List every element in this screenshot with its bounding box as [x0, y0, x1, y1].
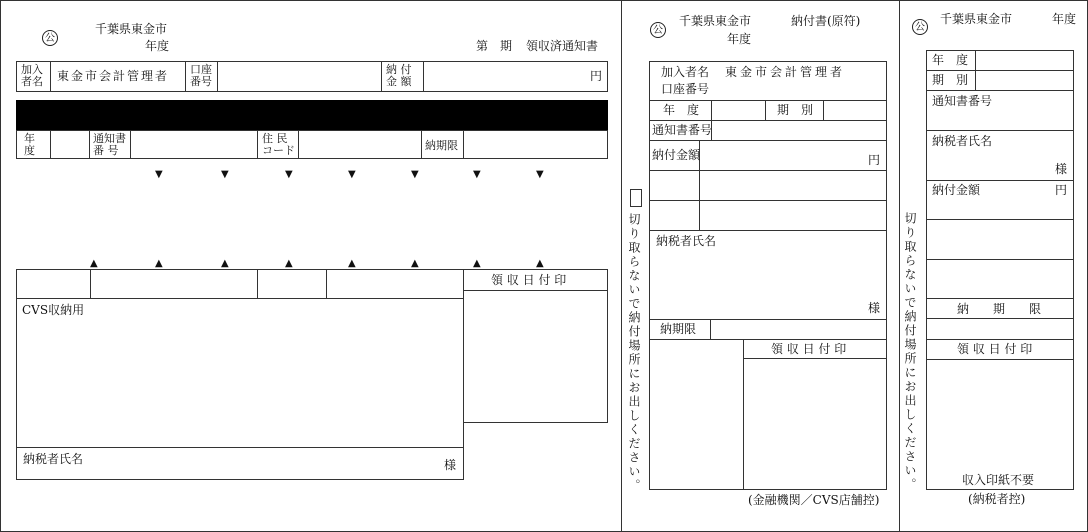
divider	[743, 358, 887, 359]
divider	[381, 61, 382, 92]
divider	[926, 259, 1074, 260]
right-cut-note: 切り取らないで納付場所にお出しください。	[903, 212, 917, 492]
mid-taxpayer-label: 納税者氏名	[656, 234, 717, 248]
right-yen: 円	[1055, 183, 1068, 197]
left-cvs-label: CVS収納用	[22, 303, 85, 317]
right-taxpayer-label: 納税者氏名	[932, 134, 993, 148]
tri-up-marker: ▲	[285, 258, 293, 269]
right-issuer: 千葉県東金市	[940, 12, 1013, 26]
mid-deadline-label: 納期限	[660, 322, 697, 336]
divider	[649, 140, 887, 141]
divider	[711, 100, 712, 120]
right-amount-label: 納付金額	[932, 183, 981, 197]
left-yen: 円	[590, 69, 603, 83]
mid-issuer: 千葉県東金市	[679, 14, 752, 28]
divider	[298, 130, 299, 159]
right-year-label: 年度	[1052, 12, 1077, 26]
mid-cut-note: 切り取らないで納付場所にお出しください。	[627, 213, 641, 493]
divider	[649, 230, 887, 231]
mid-year-cell: 年 度	[663, 103, 700, 117]
divider	[765, 100, 766, 120]
left-year-cell: 年 度	[24, 132, 35, 157]
divider	[257, 269, 258, 299]
divider	[217, 61, 218, 92]
tri-up-marker: ▲	[155, 258, 163, 269]
divider	[649, 319, 887, 320]
divider	[185, 61, 186, 92]
left-notice-title: 領収済通知書	[526, 39, 599, 53]
tri-down-marker: ▼	[155, 169, 163, 180]
left-cvs-box	[16, 298, 464, 448]
divider	[926, 219, 1074, 220]
right-footer: (納税者控)	[968, 492, 1026, 506]
divider	[710, 319, 711, 339]
left-amount-label: 納 付 金 額	[386, 63, 412, 88]
mid-amount-label: 納付金額	[652, 148, 701, 162]
left-year-label: 年度	[145, 39, 170, 53]
divider	[463, 290, 608, 291]
left-member-label: 加入 者名	[21, 63, 43, 88]
left-member-name: 東金市会計管理者	[57, 69, 170, 83]
divider	[649, 100, 887, 101]
tri-up-marker: ▲	[473, 258, 481, 269]
right-period-cell: 期 別	[932, 73, 969, 87]
mid-sama: 様	[868, 301, 881, 315]
right-receipt-stamp-label: 領 収 日 付 印	[957, 342, 1033, 356]
divider	[926, 130, 1074, 131]
left-deadline-label: 納期限	[425, 139, 458, 152]
mid-notice-no: 通知書番号	[652, 123, 713, 137]
ko-mark-icon: 公	[42, 30, 58, 46]
divider	[926, 70, 1074, 71]
divider	[649, 339, 887, 340]
left-taxpayer-label: 納税者氏名	[23, 452, 84, 466]
left-receipt-stamp-box	[463, 269, 608, 423]
section-divider-right	[899, 0, 900, 532]
right-deadline-label: 納 期 限	[957, 302, 1042, 316]
section-divider-left	[621, 0, 622, 532]
divider	[326, 269, 327, 299]
mid-doc-title: 納付書(原符)	[791, 14, 861, 28]
tri-down-marker: ▼	[536, 169, 544, 180]
mid-yen: 円	[868, 153, 881, 167]
tri-down-marker: ▼	[348, 169, 356, 180]
left-top-strip	[16, 269, 464, 299]
divider	[649, 170, 887, 171]
right-stamp-note: 収入印紙不要	[962, 473, 1035, 487]
divider	[926, 359, 1074, 360]
left-receipt-stamp-label: 領 収 日 付 印	[491, 273, 567, 287]
barcode-black-bar	[16, 100, 608, 130]
divider	[649, 200, 887, 201]
divider	[823, 100, 824, 120]
tri-up-marker: ▲	[536, 258, 544, 269]
left-notice-no-label: 通知書 番 号	[93, 132, 126, 157]
mid-member-label: 加入者名	[661, 65, 710, 79]
mid-member-name: 東金市会計管理者	[725, 65, 846, 79]
left-period: 第 期	[476, 39, 513, 53]
divider	[926, 318, 1074, 319]
divider	[926, 90, 1074, 91]
tri-up-marker: ▲	[348, 258, 356, 269]
tri-down-marker: ▼	[285, 169, 293, 180]
mid-period-cell: 期 別	[777, 103, 814, 117]
left-issuer: 千葉県東金市	[95, 22, 168, 36]
left-resident-code-label: 住 民 コード	[262, 132, 295, 157]
right-year-cell: 年 度	[932, 53, 969, 67]
divider	[50, 130, 51, 159]
divider	[89, 130, 90, 159]
mid-year-label: 年度	[727, 32, 752, 46]
tri-down-marker: ▼	[473, 169, 481, 180]
left-taxpayer-box	[16, 447, 464, 480]
tri-down-marker: ▼	[411, 169, 419, 180]
right-notice-no: 通知書番号	[932, 94, 993, 108]
divider	[463, 130, 464, 159]
divider	[50, 61, 51, 92]
divider	[926, 180, 1074, 181]
mid-footer: (金融機関／CVS店舗控)	[748, 493, 880, 507]
tri-up-marker: ▲	[411, 258, 419, 269]
right-frame	[926, 50, 1074, 490]
cut-marker-box	[630, 189, 642, 207]
mid-account-label: 口座番号	[661, 82, 710, 96]
divider	[926, 339, 1074, 340]
ko-mark-icon: 公	[912, 19, 928, 35]
divider	[423, 61, 424, 92]
ko-mark-icon: 公	[650, 22, 666, 38]
divider	[130, 130, 131, 159]
mid-receipt-stamp-label: 領 収 日 付 印	[771, 342, 847, 356]
divider	[257, 130, 258, 159]
tri-up-marker: ▲	[221, 258, 229, 269]
left-sama: 様	[444, 458, 457, 472]
divider	[649, 120, 887, 121]
divider	[421, 130, 422, 159]
tri-down-marker: ▼	[221, 169, 229, 180]
tri-up-marker: ▲	[90, 258, 98, 269]
divider	[743, 339, 744, 490]
divider	[90, 269, 91, 299]
left-account-label: 口座 番号	[190, 63, 212, 88]
divider	[926, 298, 1074, 299]
right-sama: 様	[1055, 162, 1068, 176]
